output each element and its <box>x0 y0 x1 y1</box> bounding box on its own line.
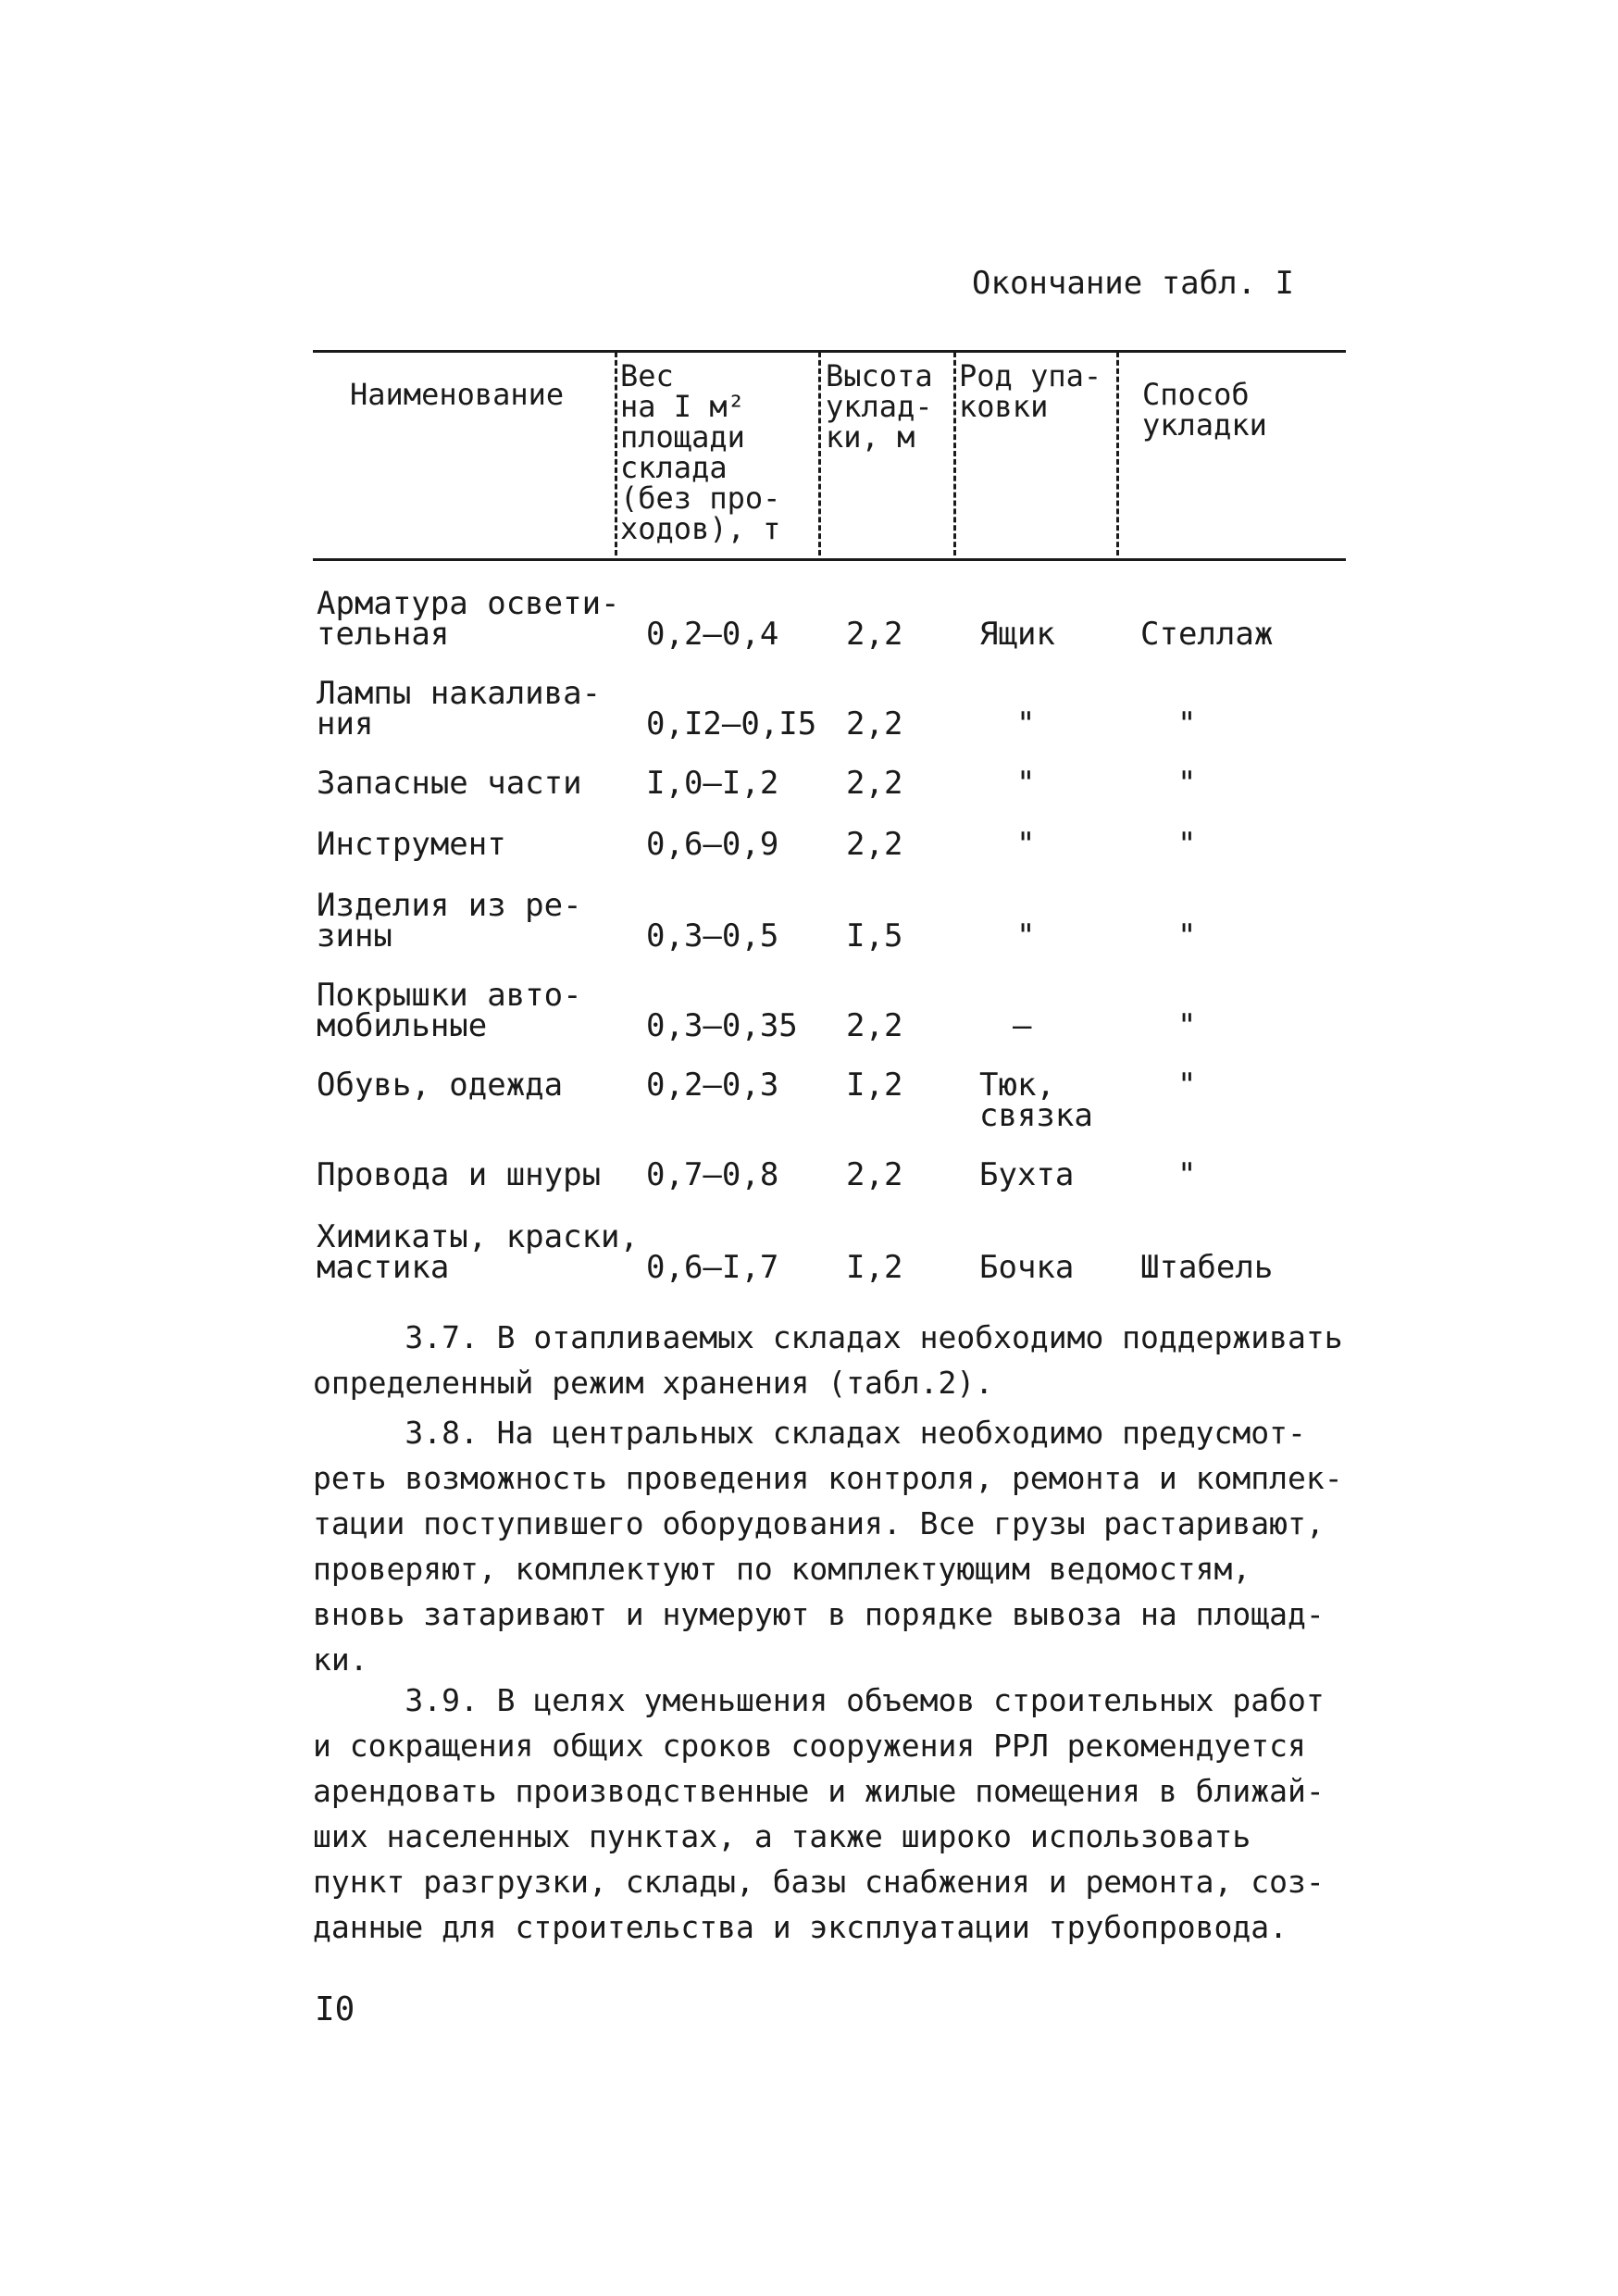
column-separator <box>615 352 617 555</box>
header-packaging: Род упа- ковки <box>959 358 1102 424</box>
text-line: 3.8. На центральных складах необходимо предусмот- <box>313 1415 1306 1451</box>
header-name: Наименование <box>350 377 565 412</box>
cell-packaging: " <box>1016 917 1036 955</box>
cell-packaging: " <box>1016 826 1036 863</box>
text-line: и сокращения общих сроков сооружения РРЛ рекомендуется <box>313 1728 1306 1764</box>
text-line: ших населенных пунктах, а также широко использовать <box>313 1818 1251 1854</box>
cell-packaging: Ящик <box>979 616 1055 653</box>
cell-packaging: " <box>1016 765 1036 802</box>
cell-weight: 0,I2–0,I5 <box>646 705 817 742</box>
cell-weight: 0,3–0,5 <box>646 917 779 955</box>
cell-stacking: Штабель <box>1140 1249 1274 1286</box>
text-line: ки. <box>313 1641 368 1678</box>
table-top-rule <box>313 350 1346 353</box>
cell-height: 2,2 <box>846 1156 903 1193</box>
column-separator <box>953 352 956 555</box>
cell-height: 2,2 <box>846 1007 903 1044</box>
text-line: данные для строительства и эксплуатации трубопровода. <box>313 1909 1288 1945</box>
cell-weight: 0,2–0,3 <box>646 1067 779 1104</box>
cell-packaging: Бочка <box>979 1249 1075 1286</box>
text-line: вновь затаривают и нумеруют в порядке вывоза на площад- <box>313 1596 1325 1632</box>
cell-height: I,5 <box>846 917 903 955</box>
cell-name: Арматура освети- тельная <box>317 585 620 653</box>
cell-weight: 0,2–0,4 <box>646 616 779 653</box>
cell-stacking: Стеллаж <box>1140 616 1274 653</box>
cell-height: 2,2 <box>846 765 903 802</box>
cell-stacking: " <box>1177 917 1197 955</box>
cell-name: Провода и шнуры <box>317 1156 602 1193</box>
cell-weight: 0,6–0,9 <box>646 826 779 863</box>
cell-name: Запасные части <box>317 765 582 802</box>
text-line: 3.7. В отапливаемых складах необходимо поддерживать <box>313 1319 1343 1355</box>
header-stacking: Способ укладки <box>1142 377 1267 443</box>
cell-height: I,2 <box>846 1249 903 1286</box>
cell-height: 2,2 <box>846 826 903 863</box>
header-weight: Вес на I м² площади склада (без про- ходов), т <box>620 358 781 546</box>
text-line: реть возможность проведения контроля, ремонта и комплек- <box>313 1460 1343 1496</box>
cell-stacking: " <box>1177 765 1197 802</box>
paragraph <box>313 1410 1346 1682</box>
cell-packaging: " <box>1016 705 1036 742</box>
column-separator <box>818 352 821 555</box>
cell-stacking: " <box>1177 1156 1197 1193</box>
cell-name: Обувь, одежда <box>317 1067 564 1104</box>
cell-stacking: " <box>1177 705 1197 742</box>
cell-stacking: " <box>1177 1007 1197 1044</box>
cell-name: Химикаты, краски, мастика <box>317 1218 639 1286</box>
text-line: проверяют, комплектуют по комплектующим ведомостям, <box>313 1551 1251 1587</box>
cell-packaging: – <box>1013 1007 1032 1044</box>
cell-weight: 0,3–0,35 <box>646 1007 798 1044</box>
cell-height: I,2 <box>846 1067 903 1104</box>
cell-weight: 0,6–I,7 <box>646 1249 779 1286</box>
table-header-rule <box>313 558 1346 561</box>
text-line: определенный режим хранения (табл.2). <box>313 1365 994 1401</box>
paragraph <box>313 1678 1346 1950</box>
cell-stacking: " <box>1177 1067 1197 1104</box>
text-line: тации поступившего оборудования. Все грузы растаривают, <box>313 1505 1325 1541</box>
page-number: I0 <box>315 1990 355 2028</box>
cell-height: 2,2 <box>846 705 903 742</box>
text-line: 3.9. В целях уменьшения объемов строительных работ <box>313 1682 1325 1718</box>
cell-name: Инструмент <box>317 826 506 863</box>
paragraph <box>313 1315 1346 1405</box>
cell-packaging: Бухта <box>979 1156 1075 1193</box>
cell-name: Лампы накалива- ния <box>317 675 602 742</box>
cell-weight: I,0–I,2 <box>646 765 779 802</box>
table-caption: Окончание табл. I <box>972 265 1294 302</box>
cell-packaging: Тюк, связка <box>979 1067 1093 1134</box>
column-separator <box>1116 352 1119 555</box>
cell-height: 2,2 <box>846 616 903 653</box>
text-line: пункт разгрузки, склады, базы снабжения и ремонта, соз- <box>313 1864 1325 1900</box>
cell-name: Покрышки авто- мобильные <box>317 977 582 1044</box>
text-line: арендовать производственные и жилые помещения в ближай- <box>313 1773 1325 1809</box>
cell-name: Изделия из ре- зины <box>317 887 582 955</box>
cell-weight: 0,7–0,8 <box>646 1156 779 1193</box>
header-height: Высота уклад- ки, м <box>826 358 933 455</box>
cell-stacking: " <box>1177 826 1197 863</box>
